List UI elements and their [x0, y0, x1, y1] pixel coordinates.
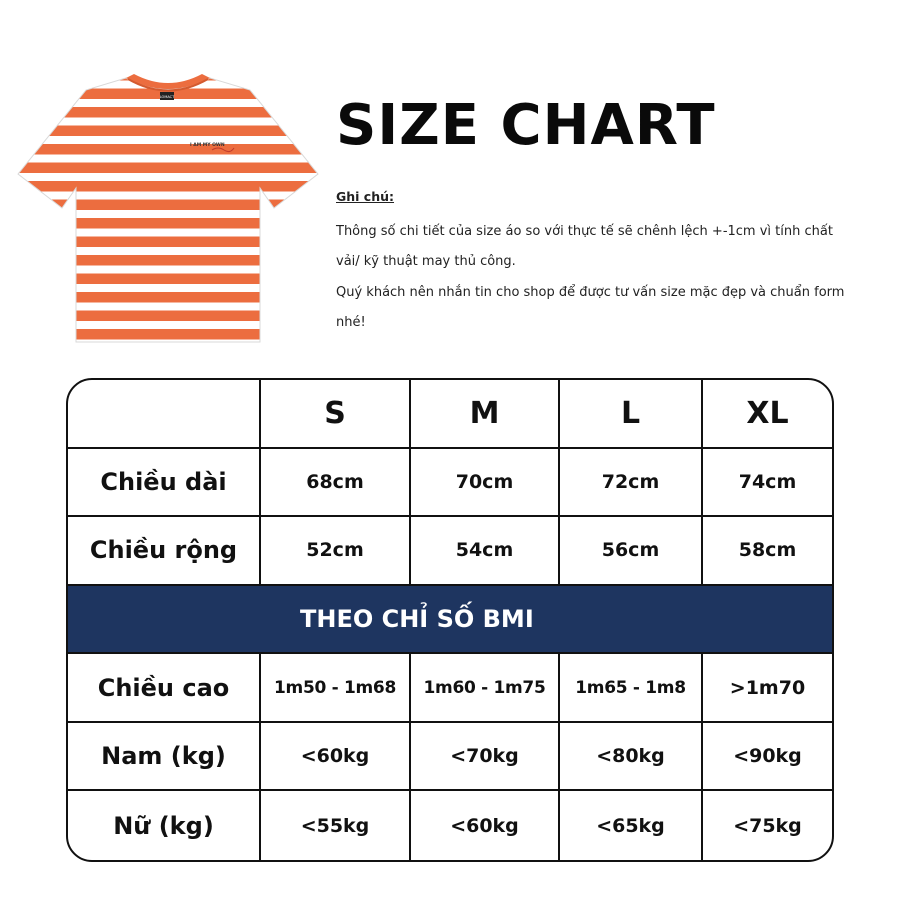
notes-label: Ghi chú:	[336, 189, 395, 204]
page-title: SIZE CHART	[336, 93, 716, 158]
length-s: 68cm	[261, 449, 411, 518]
length-xl: 74cm	[703, 449, 832, 518]
female-weight-l: <65kg	[560, 791, 703, 860]
male-weight-m: <70kg	[411, 723, 560, 792]
row-label-female-weight: Nữ (kg)	[68, 791, 261, 860]
row-label-length: Chiều dài	[68, 449, 261, 518]
length-l: 72cm	[560, 449, 703, 518]
height-m: 1m60 - 1m75	[411, 654, 560, 723]
chest-print: I AM MY OWN	[190, 143, 225, 148]
width-m: 54cm	[411, 517, 560, 586]
size-header-m: M	[411, 380, 560, 449]
notes-line-2: Quý khách nên nhắn tin cho shop để được tư vấn size mặc đẹp và chuẩn form nhé!	[336, 285, 845, 330]
width-s: 52cm	[261, 517, 411, 586]
height-l: 1m65 - 1m8	[560, 654, 703, 723]
male-weight-xl: <90kg	[703, 723, 832, 792]
size-header-s: S	[261, 380, 411, 449]
tshirt-image	[14, 70, 320, 352]
size-header-l: L	[560, 380, 703, 449]
female-weight-m: <60kg	[411, 791, 560, 860]
height-xl: >1m70	[703, 654, 832, 723]
height-s: 1m50 - 1m68	[261, 654, 411, 723]
width-xl: 58cm	[703, 517, 832, 586]
male-weight-s: <60kg	[261, 723, 411, 792]
length-m: 70cm	[411, 449, 560, 518]
size-header-xl: XL	[703, 380, 832, 449]
width-l: 56cm	[560, 517, 703, 586]
row-label-height: Chiều cao	[68, 654, 261, 723]
female-weight-s: <55kg	[261, 791, 411, 860]
female-weight-xl: <75kg	[733, 814, 802, 837]
bmi-section-header: THEO CHỈ SỐ BMI	[68, 586, 832, 655]
size-table	[66, 378, 834, 862]
table-corner-cell	[68, 380, 261, 449]
neck-label-text: LOMACT	[159, 95, 175, 99]
row-label-male-weight: Nam (kg)	[68, 723, 261, 792]
notes-line-1: Thông số chi tiết của size áo so với thực tế sẽ chênh lệch +-1cm vì tính chất vải/ kỹ thuật may thủ công.	[336, 224, 833, 269]
male-weight-l: <80kg	[560, 723, 703, 792]
row-label-width: Chiều rộng	[68, 517, 261, 586]
